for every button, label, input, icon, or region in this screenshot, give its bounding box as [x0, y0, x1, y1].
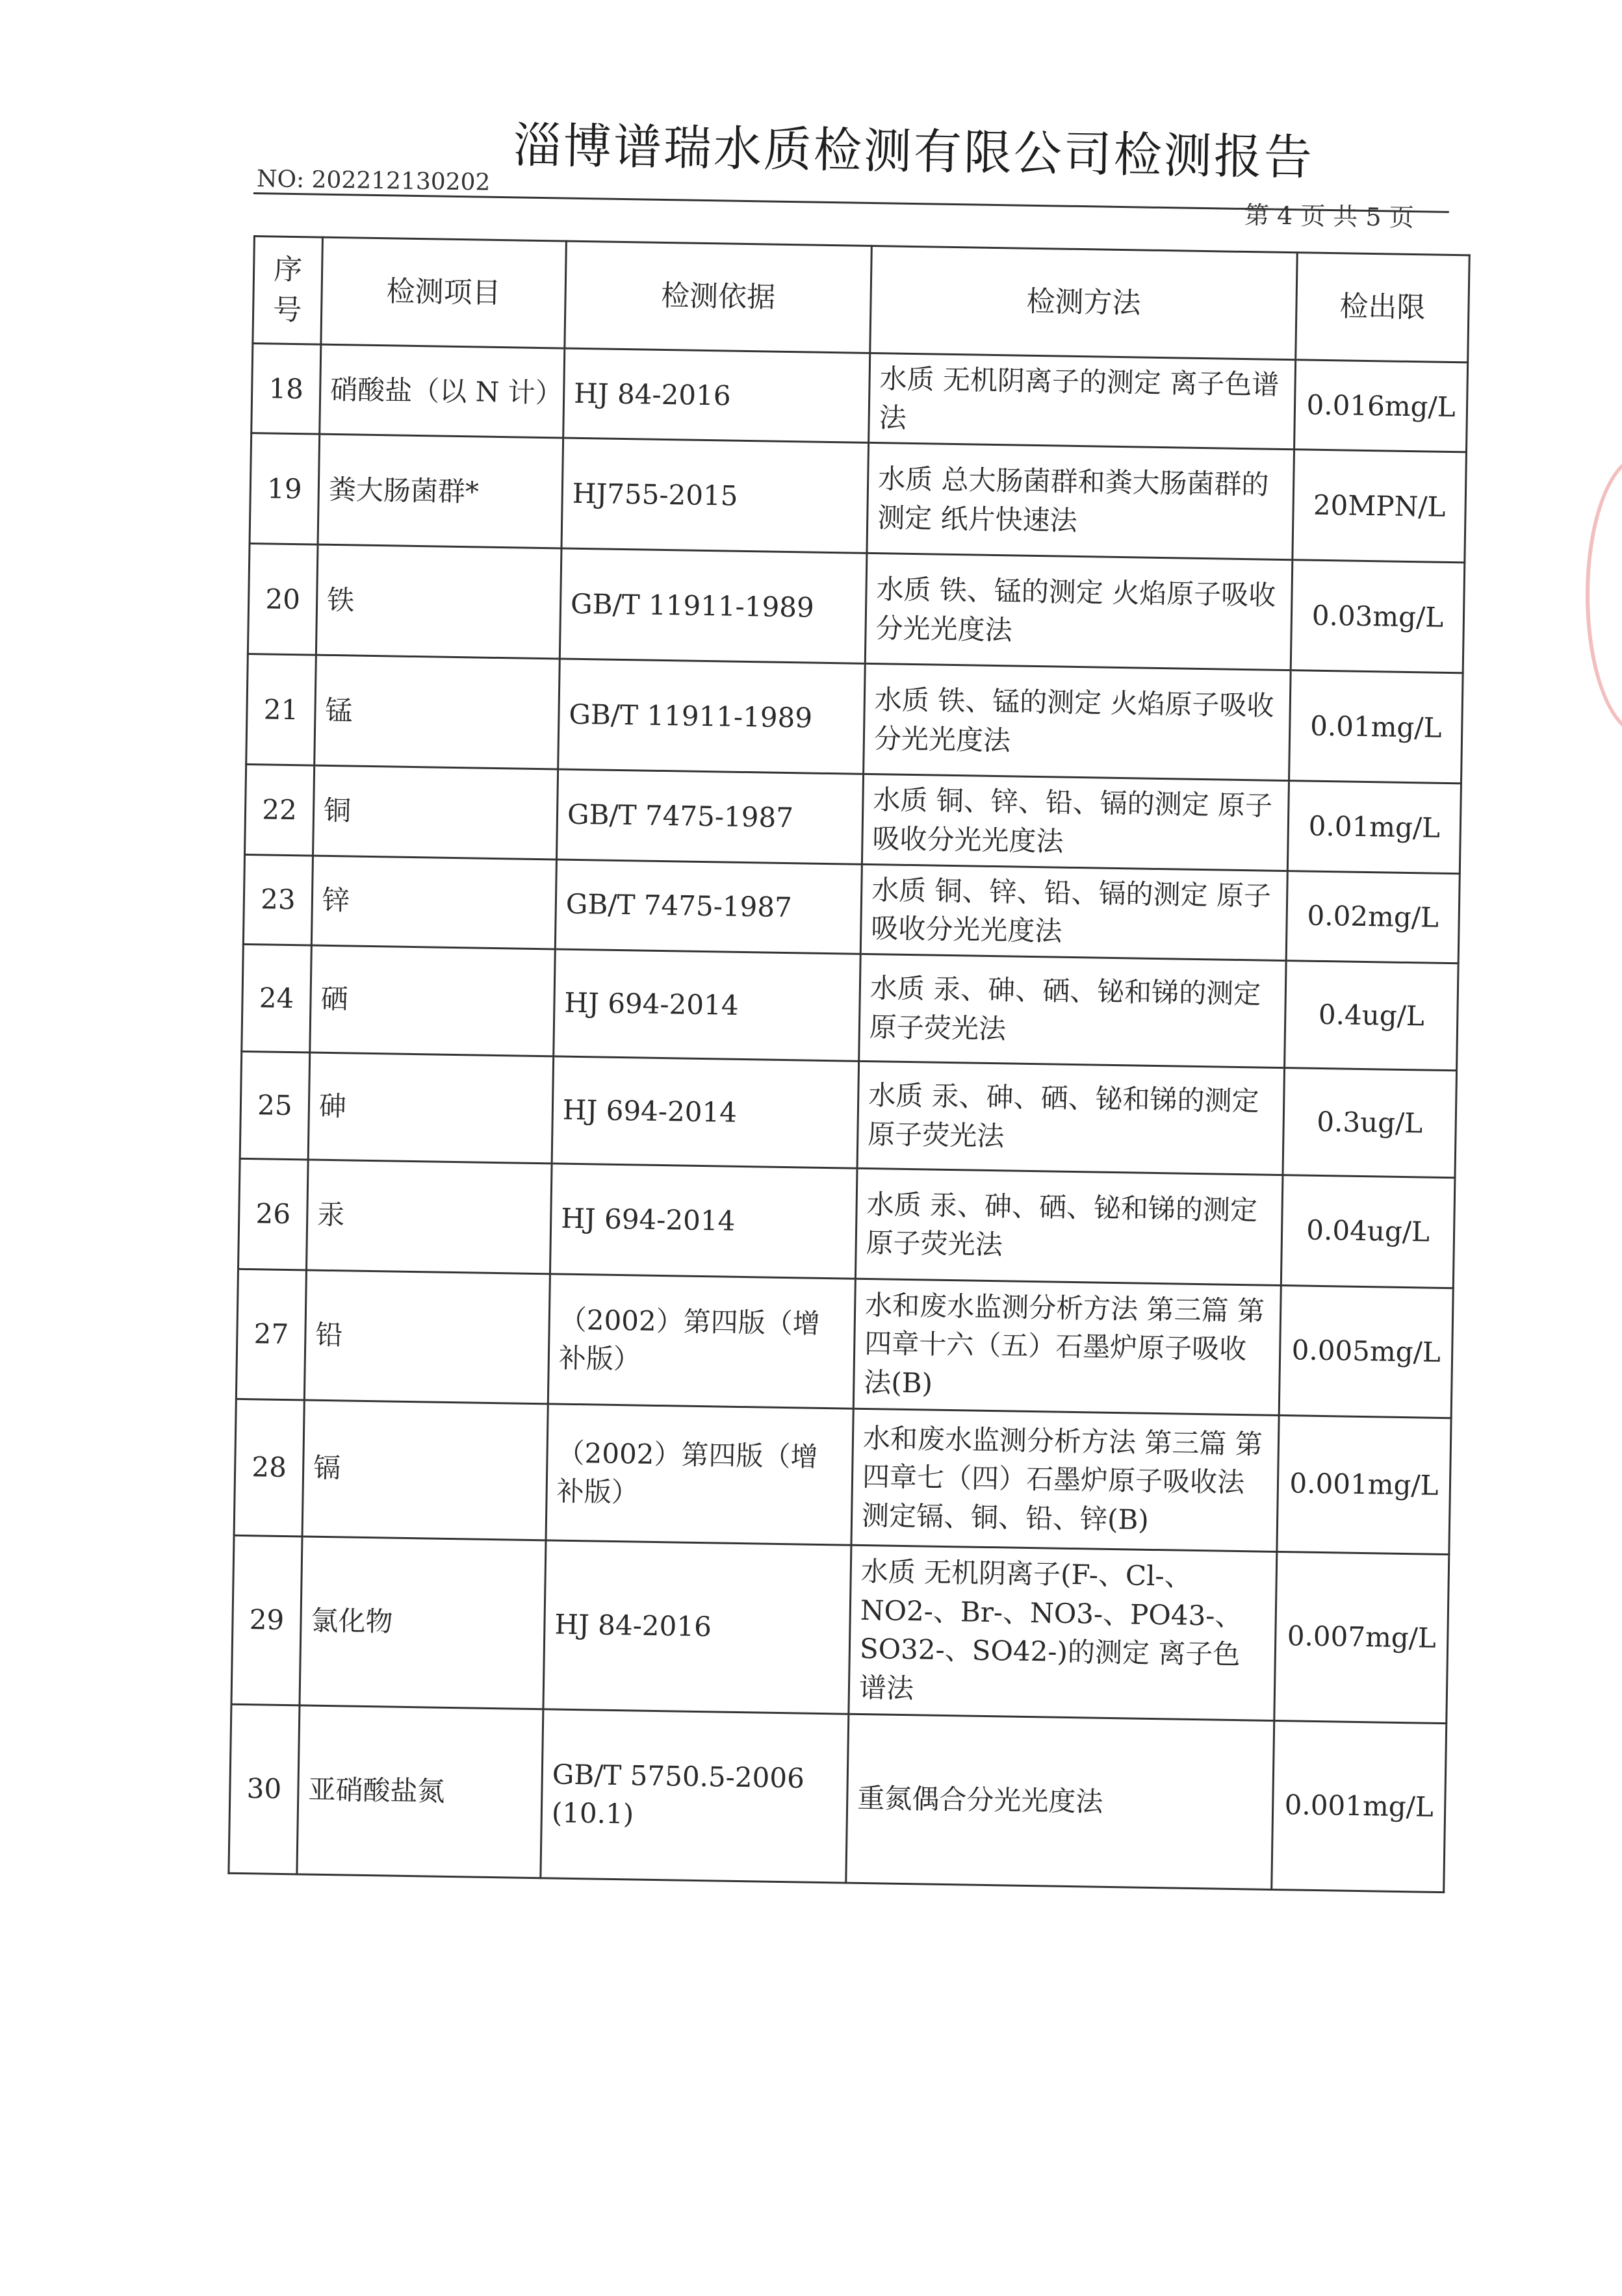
cell-method: 水质 铜、锌、铅、镉的测定 原子吸收分光光度法	[860, 864, 1287, 961]
cell-seq: 22	[245, 765, 315, 856]
cell-seq: 24	[242, 944, 312, 1052]
cell-method: 水质 铜、锌、铅、镉的测定 原子吸收分光光度法	[862, 774, 1289, 871]
cell-limit: 0.4ug/L	[1285, 960, 1459, 1070]
cell-limit: 0.01mg/L	[1289, 670, 1463, 784]
table-row	[246, 654, 1463, 784]
page-indicator: 第 4 页 共 5 页	[1244, 201, 1415, 233]
cell-basis: HJ 84-2016	[543, 1540, 851, 1714]
table-row	[238, 1158, 1455, 1288]
cell-basis: GB/T 7475-1987	[556, 769, 863, 864]
cell-method: 水质 汞、砷、硒、铋和锑的测定 原子荧光法	[855, 1168, 1283, 1285]
table-header-row	[253, 236, 1469, 363]
cell-seq: 28	[234, 1399, 304, 1537]
cell-basis: GB/T 11911-1989	[560, 548, 867, 663]
cell-seq: 26	[238, 1158, 309, 1270]
cell-limit: 20MPN/L	[1293, 450, 1467, 563]
column-header-basis: 检测依据	[565, 241, 872, 353]
cell-seq: 30	[229, 1704, 300, 1874]
cell-seq: 20	[248, 544, 318, 656]
cell-item: 锌	[311, 856, 556, 949]
cell-limit: 0.3ug/L	[1283, 1067, 1457, 1177]
column-header-method: 检测方法	[870, 246, 1298, 359]
cell-basis: HJ 694-2014	[552, 1056, 859, 1168]
cell-limit: 0.02mg/L	[1286, 871, 1460, 963]
cell-limit: 0.016mg/L	[1294, 360, 1468, 452]
cell-basis: HJ 84-2016	[563, 348, 870, 443]
cell-item: 铁	[316, 544, 561, 659]
table-row	[242, 944, 1458, 1070]
cell-limit: 0.005mg/L	[1279, 1285, 1453, 1418]
cell-item: 铅	[304, 1270, 550, 1404]
cell-basis: GB/T 7475-1987	[555, 859, 862, 954]
cell-seq: 23	[243, 854, 313, 945]
cell-method: 水质 无机阴离子的测定 离子色谱法	[869, 353, 1296, 450]
cell-basis: HJ 694-2014	[554, 949, 861, 1061]
table-row	[240, 1051, 1456, 1177]
cell-limit: 0.001mg/L	[1277, 1415, 1451, 1554]
cell-limit: 0.03mg/L	[1291, 560, 1465, 673]
cell-item: 铜	[313, 765, 558, 859]
cell-seq: 29	[231, 1535, 302, 1705]
cell-item: 氯化物	[300, 1537, 546, 1709]
cell-seq: 19	[250, 433, 320, 545]
cell-item: 硒	[310, 945, 556, 1056]
cell-seq: 18	[251, 344, 321, 435]
table-row	[234, 1399, 1451, 1554]
cell-method: 水质 总大肠菌群和粪大肠菌群的测定 纸片快速法	[867, 443, 1294, 560]
cell-basis: GB/T 5750.5-2006 (10.1)	[541, 1709, 849, 1883]
cell-seq: 25	[240, 1051, 310, 1160]
test-results-table	[227, 235, 1470, 1893]
cell-item: 硝酸盐（以 N 计）	[320, 344, 565, 438]
cell-method: 水质 铁、锰的测定 火焰原子吸收分光光度法	[865, 554, 1293, 670]
cell-method: 水和废水监测分析方法 第三篇 第四章十六（五）石墨炉原子吸收法(B)	[853, 1279, 1281, 1415]
column-header-item: 检测项目	[321, 237, 567, 348]
cell-limit: 0.01mg/L	[1287, 781, 1461, 873]
table-row	[231, 1535, 1449, 1723]
cell-method: 水质 汞、砷、硒、铋和锑的测定 原子荧光法	[857, 1061, 1285, 1175]
cell-method: 水和废水监测分析方法 第三篇 第四章七（四）石墨炉原子吸收法测定镉、铜、铅、锌(B)	[851, 1409, 1279, 1551]
cell-basis: HJ755-2015	[561, 438, 869, 553]
report-title: 淄博谱瑞水质检测有限公司检测报告	[513, 118, 1315, 186]
cell-item: 汞	[306, 1160, 552, 1274]
cell-limit: 0.04ug/L	[1281, 1175, 1455, 1288]
report-number: NO: 202212130202	[256, 166, 491, 196]
cell-basis: （2002）第四版（增补版）	[548, 1274, 855, 1409]
cell-item: 镉	[302, 1400, 548, 1540]
cell-limit: 0.007mg/L	[1274, 1551, 1449, 1723]
cell-seq: 27	[236, 1269, 306, 1400]
table-row	[248, 544, 1464, 673]
cell-item: 锰	[315, 655, 560, 769]
cell-seq: 21	[246, 654, 316, 766]
cell-item: 粪大肠菌群*	[318, 434, 563, 548]
cell-method: 水质 铁、锰的测定 火焰原子吸收分光光度法	[864, 664, 1291, 781]
table-row	[236, 1269, 1453, 1418]
cell-method: 水质 无机阴离子(F-、Cl-、NO2-、Br-、NO3-、PO43-、SO32-、SO42-)的测定 离子色谱法	[849, 1545, 1277, 1720]
column-header-limit: 检出限	[1296, 253, 1470, 363]
cell-basis: （2002）第四版（增补版）	[546, 1404, 853, 1545]
cell-limit: 0.001mg/L	[1272, 1720, 1447, 1892]
cell-method: 水质 汞、砷、硒、铋和锑的测定 原子荧光法	[859, 954, 1287, 1067]
red-seal-stamp-fragment	[1586, 455, 1622, 728]
cell-basis: HJ 694-2014	[550, 1164, 857, 1279]
table-row	[250, 433, 1466, 563]
cell-basis: GB/T 11911-1989	[558, 659, 866, 774]
cell-item: 亚硝酸盐氮	[297, 1705, 543, 1878]
cell-method: 重氮偶合分光光度法	[846, 1714, 1274, 1889]
column-header-seq: 序号	[253, 236, 323, 345]
cell-item: 砷	[308, 1052, 554, 1164]
table-row	[229, 1704, 1447, 1892]
